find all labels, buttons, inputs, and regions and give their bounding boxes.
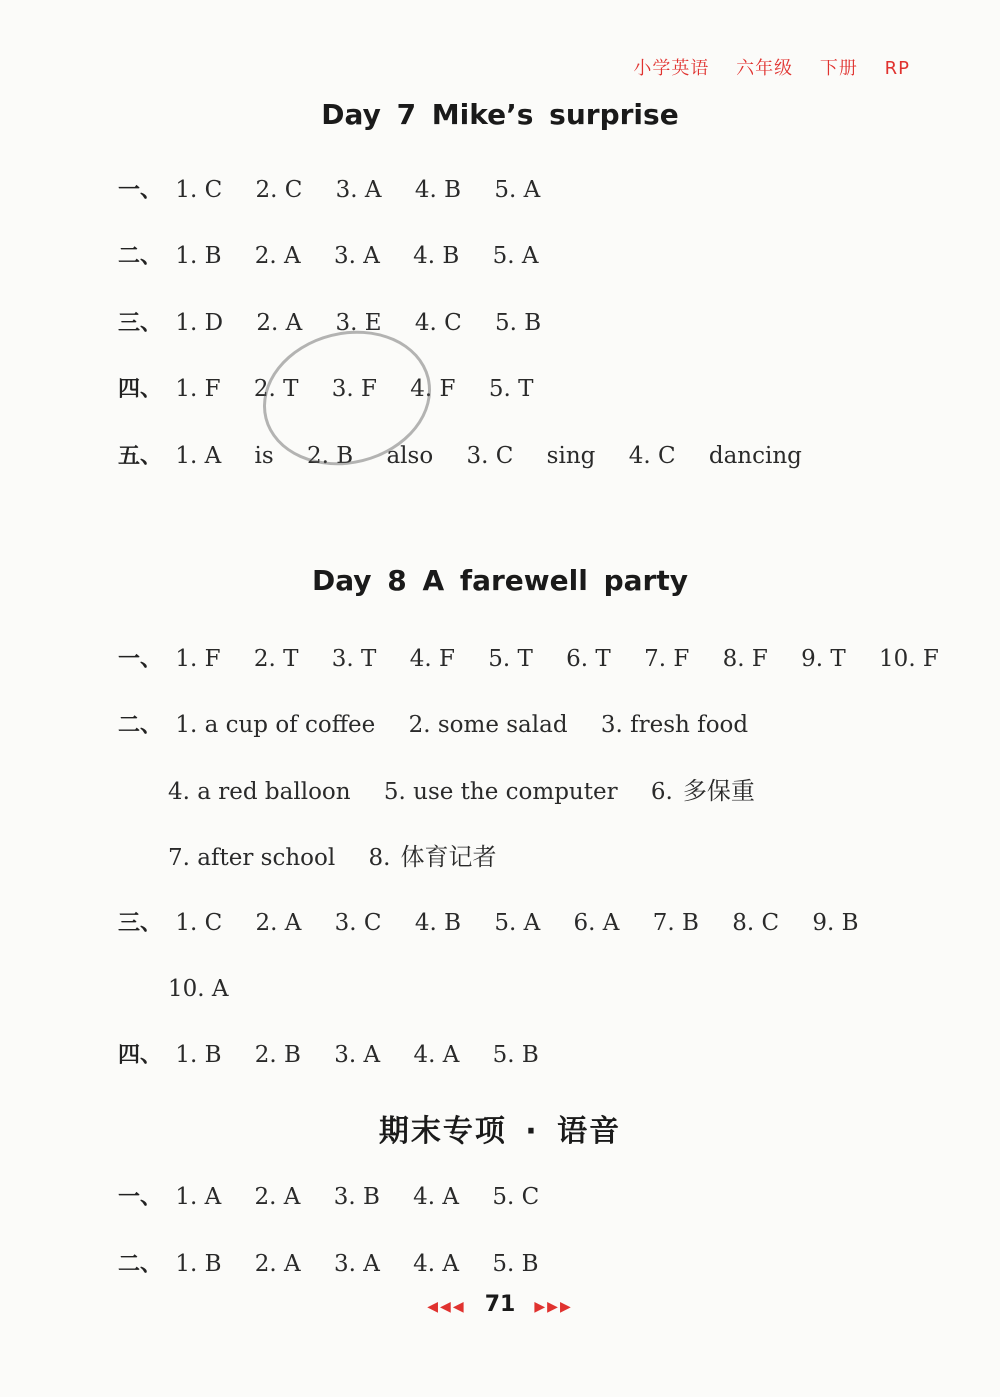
answer: 2. A xyxy=(254,243,301,269)
answer: 4. A xyxy=(413,1042,460,1068)
answer: 4. B xyxy=(414,910,462,936)
header-volume: 下册 xyxy=(819,58,858,79)
row-label: 一、 xyxy=(118,178,163,203)
day8-title: Day 8 A farewell party xyxy=(312,564,688,597)
final-title: 期末专项 · 语音 xyxy=(378,1114,622,1149)
answer: 5. B xyxy=(495,310,542,336)
day8-row-2 xyxy=(118,708,774,742)
row-label: 四、 xyxy=(118,377,163,402)
answer: 9. B xyxy=(812,910,859,936)
answer: 2. some salad xyxy=(408,712,568,738)
answer: 1. A xyxy=(175,1184,222,1210)
header-subject: 小学英语 xyxy=(633,58,710,79)
answer: 3. A xyxy=(333,1251,380,1277)
answer: 4. F xyxy=(410,376,456,402)
answer: 3. C xyxy=(466,443,514,469)
row-label: 四、 xyxy=(118,1043,163,1068)
answer: 4. C xyxy=(628,443,676,469)
answer: 8. C xyxy=(732,910,780,936)
answer: 4. A xyxy=(413,1184,460,1210)
day7-row-2 xyxy=(118,239,565,273)
final-row-2 xyxy=(118,1247,565,1281)
answer: 2. A xyxy=(254,1184,301,1210)
answer: 4. C xyxy=(414,310,462,336)
answer: 1. C xyxy=(175,910,223,936)
answer: 1. B xyxy=(175,243,222,269)
answer: 5. T xyxy=(488,646,533,672)
answer: 6. A xyxy=(573,910,620,936)
right-arrows-icon: ▶▶▶ xyxy=(534,1299,573,1315)
answer-word: also xyxy=(386,443,434,469)
answer: 3. A xyxy=(334,1042,381,1068)
answer: 3. A xyxy=(335,177,382,203)
day8-row-2-cont-2 xyxy=(168,840,522,874)
answer: 5. A xyxy=(492,243,539,269)
answer: 4. B xyxy=(413,243,460,269)
answer: 3. C xyxy=(334,910,382,936)
answer: 2. B xyxy=(254,1042,301,1068)
answer-chinese: 体育记者 xyxy=(400,843,497,871)
answer: 4. B xyxy=(414,177,462,203)
answer: 8. F xyxy=(722,646,768,672)
answer: 2. C xyxy=(255,177,303,203)
answer: 1. a cup of coffee xyxy=(175,712,376,738)
answer: 2. A xyxy=(254,1251,301,1277)
answer: 1. C xyxy=(175,177,223,203)
answer-number: 8. xyxy=(368,845,391,871)
page-number: 71 xyxy=(484,1292,516,1317)
answer: 1. A xyxy=(175,443,222,469)
row-label: 三、 xyxy=(118,311,163,336)
row-label: 二、 xyxy=(118,1252,163,1277)
day7-row-1 xyxy=(118,173,566,207)
answer: 5. A xyxy=(494,910,541,936)
answer: 10. F xyxy=(879,646,939,672)
answer: 6. T xyxy=(566,646,611,672)
answer: 5. use the computer xyxy=(383,779,618,805)
answer: 5. B xyxy=(492,1251,539,1277)
final-row-1 xyxy=(118,1180,565,1214)
answer: 4. F xyxy=(409,646,455,672)
answer: 7. after school xyxy=(168,845,336,871)
row-label: 三、 xyxy=(118,911,163,936)
answer: 3. F xyxy=(331,376,377,402)
answer: 9. T xyxy=(801,646,846,672)
answer-word: dancing xyxy=(708,443,802,469)
row-label: 二、 xyxy=(118,244,163,269)
answer: 5. B xyxy=(492,1042,539,1068)
day8-row-3-cont xyxy=(168,972,255,1006)
header-edition: RP xyxy=(884,58,910,79)
answer: 3. fresh food xyxy=(600,712,749,738)
row-label: 五、 xyxy=(118,444,163,469)
answer: 7. F xyxy=(644,646,690,672)
answer-word: is xyxy=(254,443,274,469)
answer: 5. A xyxy=(494,177,541,203)
answer: 7. B xyxy=(652,910,699,936)
answer: 1. F xyxy=(175,646,221,672)
answer: 2. A xyxy=(255,910,302,936)
day8-row-1 xyxy=(118,642,965,676)
answer: 1. F xyxy=(175,376,221,402)
answer: 3. B xyxy=(333,1184,380,1210)
page-footer xyxy=(0,1292,1000,1317)
answer: 5. C xyxy=(492,1184,540,1210)
answer: 1. D xyxy=(175,310,224,336)
row-label: 一、 xyxy=(118,647,163,672)
answer: 5. T xyxy=(488,376,534,402)
answer-word: sing xyxy=(546,443,596,469)
answer: 1. B xyxy=(175,1042,222,1068)
answer: 2. A xyxy=(256,310,303,336)
row-label: 二、 xyxy=(118,713,163,738)
answer: 2. B xyxy=(306,443,354,469)
answer: 2. T xyxy=(253,646,299,672)
answer: 4. a red balloon xyxy=(168,779,351,805)
header-grade: 六年级 xyxy=(736,58,794,79)
answer: 1. B xyxy=(175,1251,222,1277)
answer-chinese: 多保重 xyxy=(682,777,755,805)
answer: 2. T xyxy=(253,376,299,402)
answer: 3. T xyxy=(331,646,377,672)
page-header xyxy=(613,54,910,80)
answer: 3. A xyxy=(333,243,380,269)
left-arrows-icon: ◀◀◀ xyxy=(427,1299,466,1315)
day7-row-5 xyxy=(118,439,828,473)
answer: 3. E xyxy=(335,310,382,336)
day8-row-2-cont-1 xyxy=(168,774,781,808)
day7-title: Day 7 Mike’s surprise xyxy=(321,98,679,131)
answer: 4. A xyxy=(413,1251,460,1277)
answer: 10. A xyxy=(168,976,229,1002)
day8-row-4 xyxy=(118,1038,565,1072)
day8-row-3 xyxy=(118,906,885,940)
answer-number: 6. xyxy=(650,779,673,805)
row-label: 一、 xyxy=(118,1185,163,1210)
